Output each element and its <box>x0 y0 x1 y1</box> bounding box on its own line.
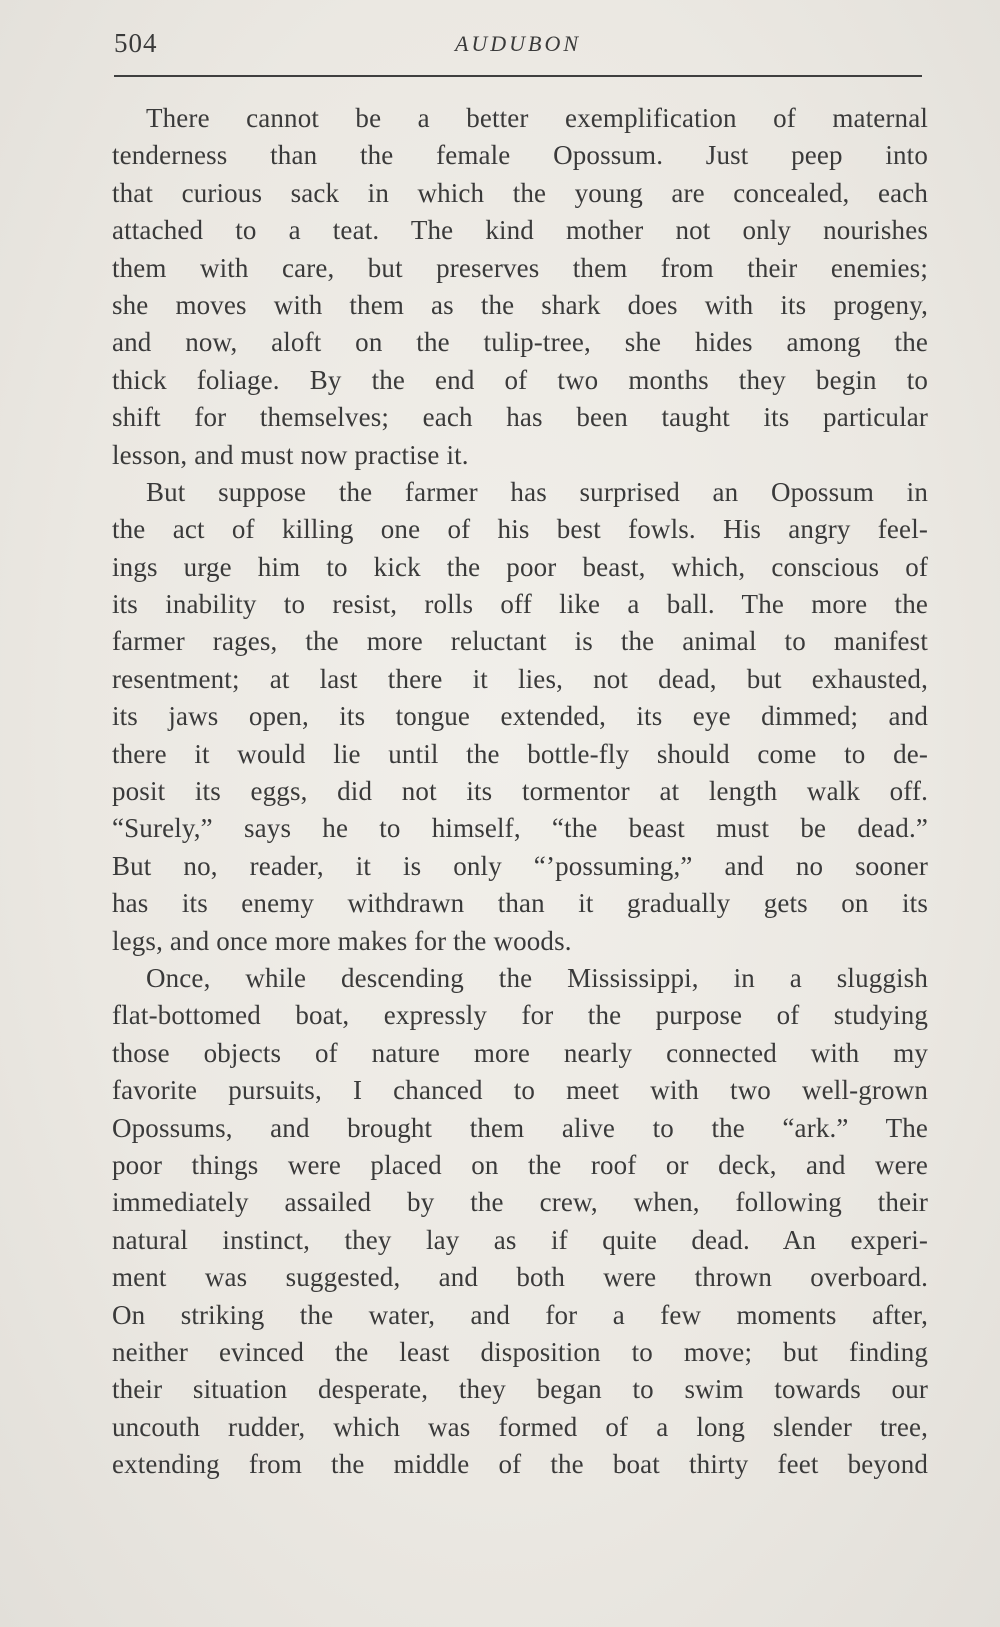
text-line: their situation desperate, they began to swim towards our <box>112 1374 928 1405</box>
page-header <box>114 28 922 72</box>
text-line: farmer rages, the more reluctant is the animal to manifest <box>112 626 928 657</box>
header-rule <box>114 75 922 77</box>
text-line: extending from the middle of the boat thirty feet beyond <box>112 1449 928 1480</box>
text-line: Opossums, and brought them alive to the “ark.” The <box>112 1112 928 1143</box>
text-line: immediately assailed by the crew, when, following their <box>112 1187 928 1218</box>
text-line: shift for themselves; each has been taught its particular <box>112 402 928 433</box>
text-line: neither evinced the least disposition to move; but finding <box>112 1336 928 1367</box>
text-line: lesson, and must now practise it. <box>112 439 469 470</box>
text-line: tenderness than the female Opossum. Just peep into <box>112 140 928 171</box>
text-line: natural instinct, they lay as if quite dead. An experi- <box>112 1224 928 1255</box>
text-line: ment was suggested, and both were thrown overboard. <box>112 1262 928 1293</box>
text-line: But suppose the farmer has surprised an Opossum in <box>146 476 928 507</box>
text-line: “Surely,” says he to himself, “the beast must be dead.” <box>112 813 928 844</box>
text-line: posit its eggs, did not its tormentor at length walk off. <box>112 776 928 807</box>
text-line: its jaws open, its tongue extended, its eye dimmed; and <box>112 701 928 732</box>
text-line: thick foliage. By the end of two months they begin to <box>112 364 928 395</box>
text-line: that curious sack in which the young are concealed, each <box>112 177 928 208</box>
text-line: and now, aloft on the tulip-tree, she hides among the <box>112 327 928 358</box>
text-line: There cannot be a better exemplification of maternal <box>146 103 928 133</box>
text-line: there it would lie until the bottle-fly should come to de- <box>112 738 928 769</box>
text-line: them with care, but preserves them from their enemies; <box>112 252 928 283</box>
text-line: Once, while descending the Mississippi, in a sluggish <box>146 962 928 993</box>
text-line: flat-bottomed boat, expressly for the purpose of studying <box>112 1000 928 1031</box>
text-line: she moves with them as the shark does with its progeny, <box>112 289 928 320</box>
running-head: AUDUBON <box>454 31 582 56</box>
text-line: the act of killing one of his best fowls. His angry feel- <box>112 514 928 545</box>
text-line: has its enemy withdrawn than it gradually gets on its <box>112 888 928 919</box>
text-line: On striking the water, and for a few moments after, <box>112 1299 928 1330</box>
text-line: favorite pursuits, I chanced to meet with two well-grown <box>112 1075 928 1106</box>
body-text <box>112 100 928 1483</box>
text-line: those objects of nature more nearly connected with my <box>112 1037 928 1068</box>
text-line: its inability to resist, rolls off like a ball. The more the <box>112 589 928 620</box>
text-line: But no, reader, it is only “’possuming,” and no sooner <box>112 850 928 881</box>
text-line: ings urge him to kick the poor beast, which, conscious of <box>112 551 928 582</box>
text-line: attached to a teat. The kind mother not only nourishes <box>112 215 928 246</box>
page-number: 504 <box>114 28 158 58</box>
text-line: poor things were placed on the roof or deck, and were <box>112 1149 928 1180</box>
text-line: legs, and once more makes for the woods. <box>112 925 572 956</box>
text-line: resentment; at last there it lies, not dead, but exhausted, <box>112 663 928 694</box>
text-line: uncouth rudder, which was formed of a long slender tree, <box>112 1411 928 1442</box>
